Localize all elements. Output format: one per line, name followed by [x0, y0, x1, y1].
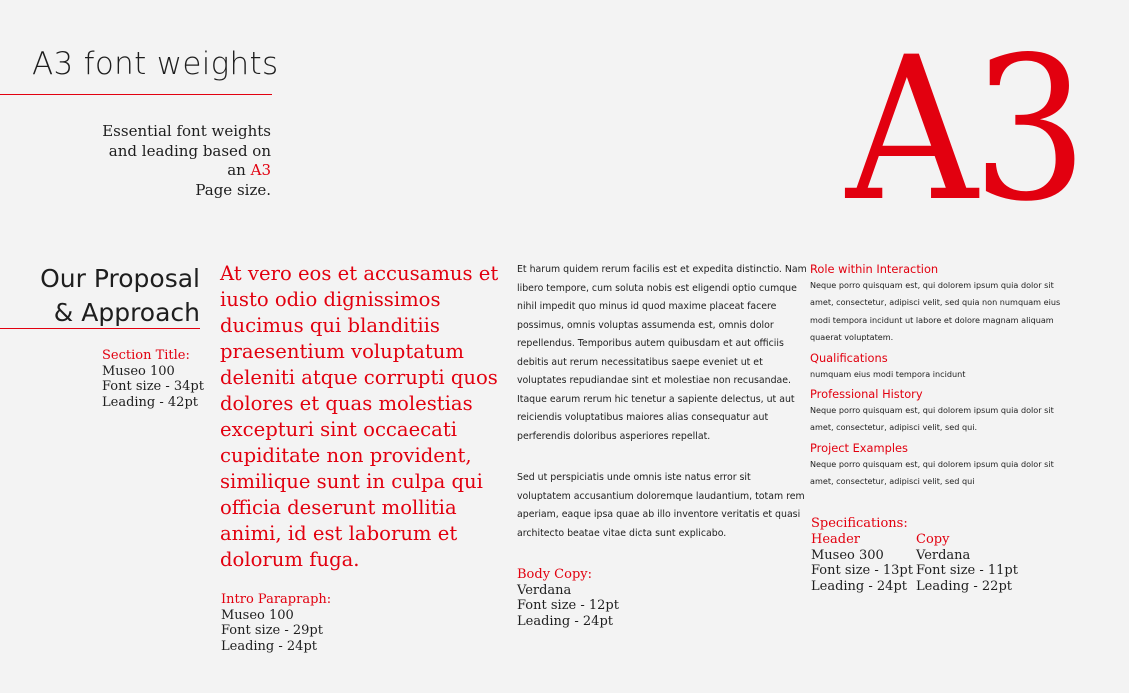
spec-leading: Leading - 42pt: [102, 395, 198, 411]
spec-label: Intro Parapraph:: [221, 592, 332, 607]
specifications-label: [811, 516, 908, 532]
section-title-line2: & Approach: [53, 298, 200, 327]
spec-size: Font size - 12pt: [517, 598, 619, 614]
body-paragraph-1: Et harum quidem rerum facilis est et expedita distinctio. Nam libero tempore, cum soluta nobis est eligendi optio cumque nihil impedit quo minus id quod maxime placeat facere possimus, omnis voluptas assumenda est, omnis dolor repellendus. Temporibus autem quibusdam et aut officiis debitis aut rerum necessitatibus saepe eveniet ut et voluptates repudiandae sint et molestiae non recusandae. Itaque earum rerum hic tenetur a sapiente delectus, ut aut reiciendis voluptatibus maiores alias consequatur aut perferendis doloribus asperiores repellat.: [517, 264, 807, 442]
section-title: [0, 262, 200, 330]
block-copy-projects: Neque porro quisquam est, qui dolorem ipsum quia dolor sit amet, consectetur, adipisci velit, sed qui: [810, 458, 1054, 487]
spec-copy-label: Copy: [916, 532, 950, 547]
section-title-line1: Our Proposal: [40, 264, 200, 293]
spec-label: Specifications:: [811, 516, 908, 531]
intro-paragraph: At vero eos et accusamus et iusto odio dignissimos ducimus qui blanditiis praesentium voluptatum deleniti atque corrupti quos dolores et quas molestias excepturi sint occaecati cupiditate non provident, similique sunt in culpa qui officia deserunt mollitia animi, id est laborum et dolorum fuga.: [220, 262, 499, 571]
spec-size: Font size - 29pt: [221, 623, 323, 639]
title-divider: [0, 94, 272, 95]
spec-leading: Leading - 24pt: [517, 614, 613, 630]
spec-font: Museo 100: [221, 607, 294, 623]
intro-note-text: Essential font weights and leading based on an: [102, 122, 271, 179]
spec-size: Font size - 34pt: [102, 379, 204, 395]
spec-label: Body Copy:: [517, 567, 592, 582]
block-copy-history: Neque porro quisquam est, qui dolorem ipsum quia dolor sit amet, consectetur, adipisci velit, sed qui.: [810, 405, 1054, 433]
block-copy-role: Neque porro quisquam est, qui dolorem ipsum quia dolor sit amet, consectetur, adipisci velit, sed quia non numquam eius modi tempora incidunt ut labore et dolore magnam aliquam quaerat voluptatem.: [810, 280, 1061, 343]
spec-size: Font size - 13pt: [811, 563, 913, 579]
intro-note-suffix: Page size.: [195, 180, 271, 199]
spec-label: Section Title:: [102, 348, 190, 363]
section-divider: [0, 328, 200, 329]
spec-font: Museo 300: [811, 547, 884, 563]
block-heading-history: Professional History: [810, 387, 923, 402]
section-title-spec: [102, 348, 204, 411]
block-heading-qualifications: Qualifications: [810, 350, 888, 365]
right-column: [810, 261, 1075, 494]
spec-header-column: [811, 532, 913, 595]
block-heading-projects: Project Examples: [810, 440, 908, 455]
spec-leading: Leading - 24pt: [221, 639, 317, 655]
spec-font: Verdana: [916, 547, 971, 563]
block-copy-qualifications: numquam eius modi tempora incidunt: [810, 368, 966, 379]
spec-header-label: Header: [811, 532, 861, 547]
body-paragraph-2: Sed ut perspiciatis unde omnis iste natus error sit voluptatem accusantium doloremque laudantium, totam rem aperiam, eaque ipsa quae ab illo inventore veritatis et quasi architecto beatae vitae dicta sunt explicabo.: [517, 472, 805, 539]
big-a3-mark: A3: [846, 14, 1083, 245]
spec-leading: Leading - 22pt: [916, 579, 1012, 595]
page-title: A3 font weights: [32, 46, 279, 82]
spec-font: Verdana: [517, 582, 572, 598]
intro-note-highlight: A3: [250, 161, 271, 179]
block-heading-role: Role within Interaction: [810, 262, 939, 276]
body-copy-spec: [517, 567, 619, 630]
spec-leading: Leading - 24pt: [811, 579, 907, 595]
spec-copy-column: [916, 532, 1018, 595]
spec-font: Museo 100: [102, 363, 175, 379]
spec-size: Font size - 11pt: [916, 563, 1018, 579]
intro-note: [90, 122, 271, 200]
intro-paragraph-spec: [221, 592, 331, 655]
